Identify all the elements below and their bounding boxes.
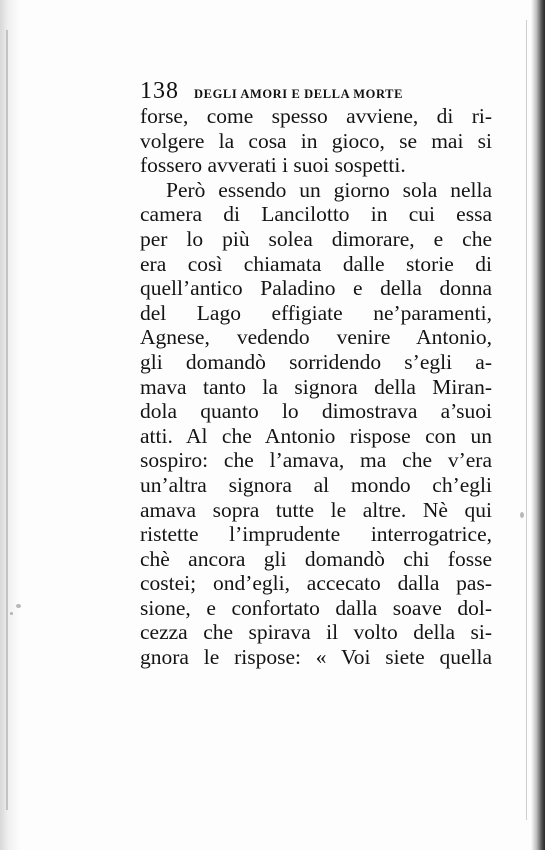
text-line: era così chiamata dalle storie di: [140, 251, 492, 276]
text-line: per lo più solea dimorare, e che: [140, 226, 492, 251]
binding-crease: [6, 30, 8, 810]
text-line: Però essendo un giorno sola nella: [166, 177, 492, 202]
page-edge-shadow: [531, 0, 545, 850]
page-number: 138: [140, 78, 179, 104]
text-line: fossero avverati i suoi sospetti.: [140, 153, 406, 178]
body-text: [140, 104, 492, 670]
paper-speck: [520, 512, 524, 518]
text-line: camera di Lancilotto in cui essa: [140, 202, 492, 227]
text-line: Agnese, vedendo venire Antonio,: [140, 325, 492, 350]
running-head: DEGLI AMORI E DELLA MORTE: [194, 87, 404, 101]
text-line: ristette l’imprudente interrogatrice,: [140, 522, 492, 547]
text-line: volgere la cosa in gioco, se mai si: [140, 128, 492, 153]
text-line: costei; ond’egli, accecato dalla pas-: [140, 571, 492, 596]
text-line: amava sopra tutte le altre. Nè qui: [140, 497, 492, 522]
text-line: cezza che spirava il volto della si-: [140, 620, 492, 645]
text-line: gnora le rispose: « Voi siete quella: [140, 645, 492, 670]
text-line: sospiro: che l’amava, ma che v’era: [140, 448, 492, 473]
text-line: gli domandò sorridendo s’egli a-: [140, 349, 492, 374]
binding-edge: [0, 0, 20, 850]
text-line: mava tanto la signora della Miran-: [140, 374, 492, 399]
text-line: un’altra signora al mondo ch’egli: [140, 472, 492, 497]
text-line: forse, come spesso avviene, di ri-: [140, 104, 492, 128]
paper-speck: [16, 604, 21, 608]
text-line: dola quanto lo dimostrava a’suoi: [140, 399, 492, 424]
text-line: chè ancora gli domandò chi fosse: [140, 546, 492, 571]
page-edge-line: [526, 20, 527, 820]
text-line: del Lago effigiate ne’paramenti,: [140, 300, 492, 325]
paper-speck: [10, 612, 13, 615]
text-line: quell’antico Paladino e della donna: [140, 276, 492, 301]
text-line: sione, e confortato dalla soave dol-: [140, 595, 492, 620]
text-line: atti. Al che Antonio rispose con un: [140, 423, 492, 448]
